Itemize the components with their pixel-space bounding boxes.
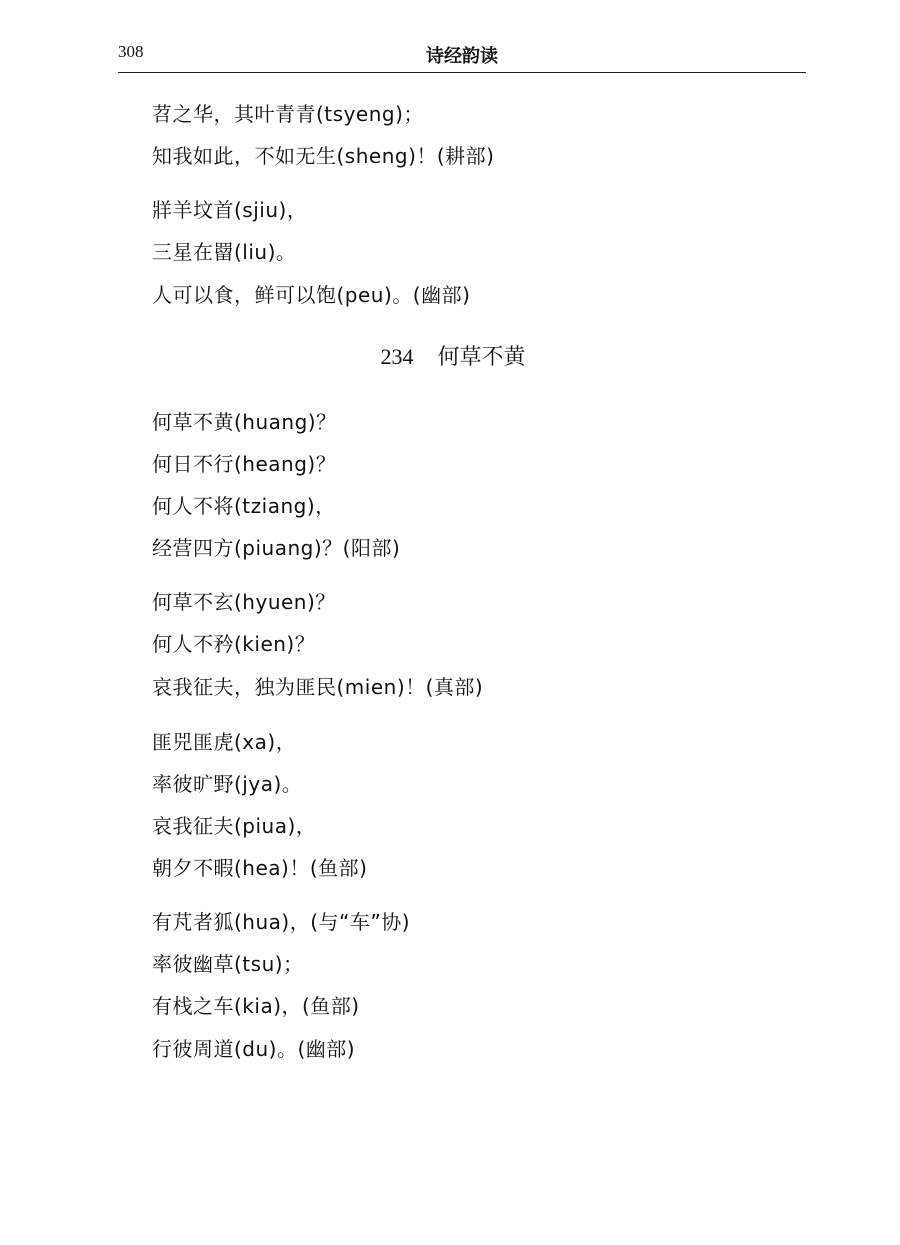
text-line: 人可以食，鲜可以饱(peu)。(幽部) (152, 283, 471, 307)
text-line: 率彼旷野(jya)。 (152, 772, 303, 796)
text-line: 哀我征夫(piua)， (152, 814, 317, 838)
text-line: 匪兕匪虎(xa)， (152, 730, 297, 754)
text-line: 率彼幽草(tsu)； (152, 952, 304, 976)
text-line: 何人不矜(kien)？ (152, 632, 316, 656)
page-header (118, 42, 806, 72)
page-number: 308 (118, 42, 144, 61)
running-title: 诗经韵读 (426, 46, 498, 67)
text-line: 知我如此，不如无生(sheng)！(耕部) (152, 144, 495, 168)
text-line: 牂羊坟首(sjiu)， (152, 198, 308, 222)
text-line: 行彼周道(du)。(幽部) (152, 1037, 356, 1061)
text-line: 何草不玄(hyuen)？ (152, 590, 336, 614)
text-line: 有芃者狐(hua)，(与“车”协) (152, 910, 411, 934)
text-line: 三星在罶(liu)。 (152, 240, 297, 264)
poem-heading (0, 341, 900, 374)
poem-number: 234 (380, 344, 414, 369)
text-line: 苕之华，其叶青青(tsyeng)； (152, 102, 424, 126)
text-line: 经营四方(piuang)？(阳部) (152, 536, 401, 560)
text-line: 何人不将(tziang)， (152, 494, 336, 518)
text-line: 何草不黄(huang)？ (152, 410, 337, 434)
poem-title: 何草不黄 (437, 345, 526, 370)
text-line: 何日不行(heang)？ (152, 452, 337, 476)
text-line: 有栈之车(kia)，(鱼部) (152, 994, 360, 1018)
text-line: 哀我征夫，独为匪民(mien)！(真部) (152, 675, 484, 699)
text-line: 朝夕不暇(hea)！(鱼部) (152, 856, 368, 880)
header-rule (118, 72, 806, 73)
